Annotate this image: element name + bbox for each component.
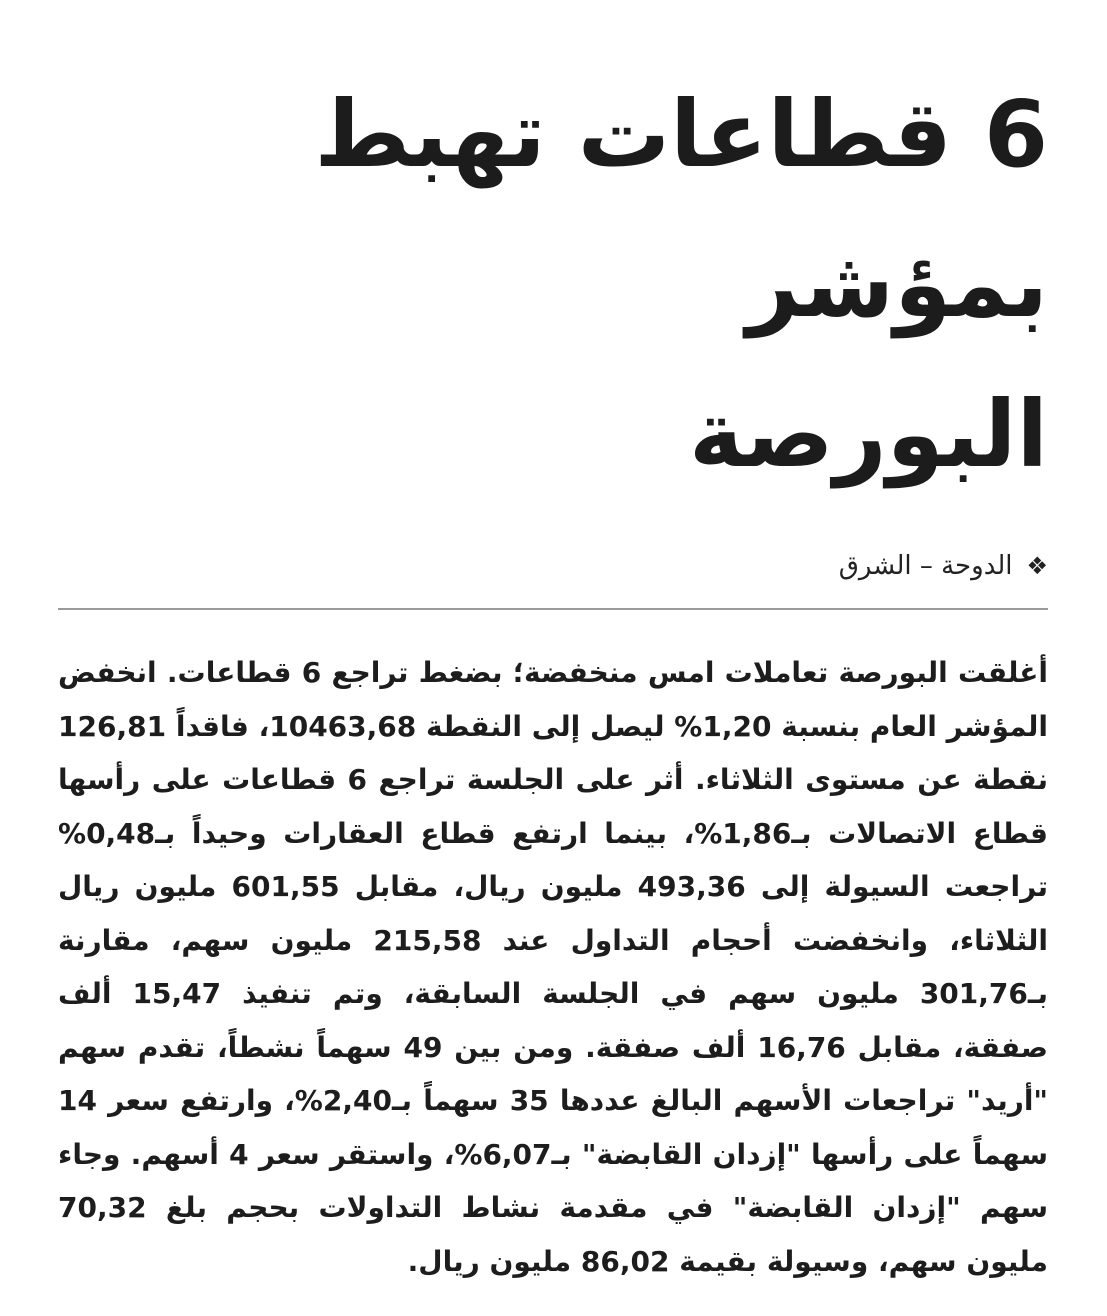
diamond-bullet-icon: ❖ <box>1026 552 1048 580</box>
news-article <box>58 60 1048 1316</box>
headline <box>58 60 1048 510</box>
byline-text: الدوحة – الشرق <box>838 551 1013 581</box>
article-body: أغلقت البورصة تعاملات امس منخفضة؛ بضغط تراجع 6 قطاعات. انخفض المؤشر العام بنسبة 1,20% ليصل إلى النقطة 10463,68، فاقداً 126,81 نقطة عن مستوى الثلاثاء. أثر على الجلسة تراجع 6 قطاعات على رأسها قطاع الاتصالات بـ1,86%، بينما ارتفع قطاع العقارات وحيداً بـ0,48% تراجعت السيولة إلى 493,36 مليون ريال، مقابل 601,55 مليون ريال الثلاثاء، وانخفضت أحجام التداول عند 215,58 مليون سهم، مقارنة بـ301,76 مليون سهم في الجلسة السابقة، وتم تنفيذ 15,47 ألف صفقة، مقابل 16,76 ألف صفقة. ومن بين 49 سهماً نشطاً، تقدم سهم "أريد" تراجعات الأسهم البالغ عددها 35 سهماً بـ2,40%، وارتفع سعر 14 سهماً على رأسها "إزدان القابضة" بـ6,07%، واستقر سعر 4 أسهم. وجاء سهم "إزدان القابضة" في مقدمة نشاط التداولات بحجم بلغ 70,32 مليون سهم، وسيولة بقيمة 86,02 مليون ريال. <box>58 656 1049 1278</box>
byline <box>58 546 1048 586</box>
headline-line-1: 6 قطاعات تهبط بمؤشر <box>314 81 1048 338</box>
headline-line-2: البورصة <box>689 381 1048 488</box>
divider <box>58 608 1048 610</box>
